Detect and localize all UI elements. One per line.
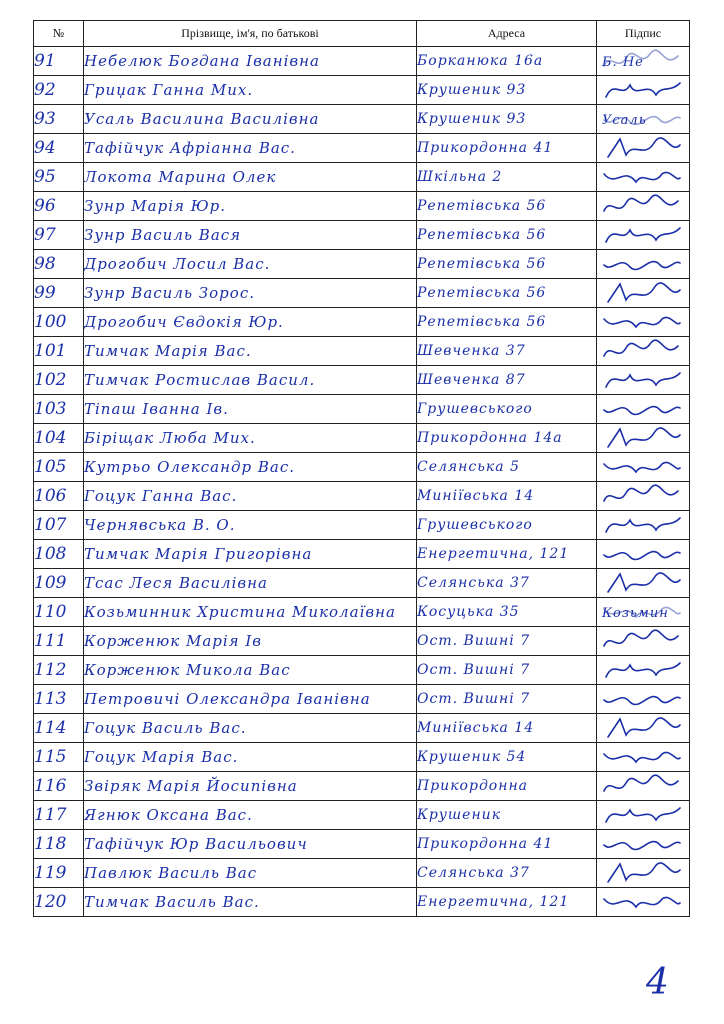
row-name: Зунр Марія Юр. xyxy=(84,192,417,221)
row-number: 102 xyxy=(34,366,84,395)
table-row xyxy=(34,772,690,801)
table-body xyxy=(34,47,690,917)
row-address: Енергетична, 121 xyxy=(417,540,597,569)
row-number: 91 xyxy=(34,47,84,76)
table-row xyxy=(34,105,690,134)
signature-scribble xyxy=(600,367,684,393)
row-address: Шевченка 37 xyxy=(417,337,597,366)
row-signature xyxy=(597,743,690,772)
row-number: 120 xyxy=(34,888,84,917)
table-row xyxy=(34,163,690,192)
row-name: Павлюк Василь Вас xyxy=(84,859,417,888)
signature-scribble xyxy=(600,454,684,480)
row-name: Корженюк Марія Ів xyxy=(84,627,417,656)
row-name: Звіряк Марія Йосипівна xyxy=(84,772,417,801)
signature-table xyxy=(33,20,690,917)
row-signature xyxy=(597,801,690,830)
signature-scribble xyxy=(600,512,684,538)
row-number: 95 xyxy=(34,163,84,192)
row-number: 103 xyxy=(34,395,84,424)
row-name: Тсас Леся Василівна xyxy=(84,569,417,598)
signature-scribble xyxy=(600,48,684,74)
header-address: Адреса xyxy=(417,21,597,47)
signature-scribble xyxy=(600,483,684,509)
table-row xyxy=(34,714,690,743)
signature-scribble xyxy=(600,135,684,161)
table-row xyxy=(34,685,690,714)
row-name: Небелюк Богдана Іванівна xyxy=(84,47,417,76)
row-signature xyxy=(597,163,690,192)
signature-scribble xyxy=(600,802,684,828)
row-number: 107 xyxy=(34,511,84,540)
table-row xyxy=(34,859,690,888)
row-name: Петровичі Олександра Іванівна xyxy=(84,685,417,714)
table-row xyxy=(34,888,690,917)
row-name: Тимчак Василь Вас. xyxy=(84,888,417,917)
row-address: Грушевського xyxy=(417,511,597,540)
table-row xyxy=(34,76,690,105)
row-address: Шкільна 2 xyxy=(417,163,597,192)
row-name: Тафійчук Юр Васильович xyxy=(84,830,417,859)
row-number: 101 xyxy=(34,337,84,366)
row-address: Прикордонна 41 xyxy=(417,134,597,163)
row-name: Гоцук Ганна Вас. xyxy=(84,482,417,511)
row-number: 118 xyxy=(34,830,84,859)
row-number: 111 xyxy=(34,627,84,656)
row-address: Репетівська 56 xyxy=(417,221,597,250)
row-signature xyxy=(597,192,690,221)
signature-scribble xyxy=(600,396,684,422)
row-signature xyxy=(597,888,690,917)
row-signature xyxy=(597,511,690,540)
signature-scribble xyxy=(600,715,684,741)
row-number: 114 xyxy=(34,714,84,743)
row-signature xyxy=(597,250,690,279)
signature-scribble xyxy=(600,686,684,712)
row-signature xyxy=(597,714,690,743)
signature-scribble xyxy=(600,425,684,451)
row-address: Прикордонна 41 xyxy=(417,830,597,859)
header-name: Прізвище, ім'я, по батькові xyxy=(84,21,417,47)
row-address: Репетівська 56 xyxy=(417,250,597,279)
row-address: Крушеник 93 xyxy=(417,105,597,134)
row-signature xyxy=(597,337,690,366)
row-address: Крушеник xyxy=(417,801,597,830)
signature-scribble xyxy=(600,628,684,654)
table-row xyxy=(34,540,690,569)
row-name: Тимчак Марія Григорівна xyxy=(84,540,417,569)
row-name: Тафійчук Афріанна Вас. xyxy=(84,134,417,163)
row-number: 108 xyxy=(34,540,84,569)
row-signature xyxy=(597,569,690,598)
row-signature xyxy=(597,598,690,627)
table-row xyxy=(34,395,690,424)
row-name: Біріщак Люба Мих. xyxy=(84,424,417,453)
row-signature xyxy=(597,627,690,656)
row-number: 99 xyxy=(34,279,84,308)
row-signature xyxy=(597,830,690,859)
row-signature xyxy=(597,105,690,134)
row-signature xyxy=(597,424,690,453)
row-signature xyxy=(597,482,690,511)
header-number: № xyxy=(34,21,84,47)
signature-scribble xyxy=(600,889,684,915)
row-signature xyxy=(597,47,690,76)
row-signature xyxy=(597,134,690,163)
row-signature xyxy=(597,685,690,714)
table-row xyxy=(34,569,690,598)
row-address: Репетівська 56 xyxy=(417,308,597,337)
row-signature xyxy=(597,859,690,888)
table-row xyxy=(34,598,690,627)
row-signature xyxy=(597,308,690,337)
signature-text: Козьмин xyxy=(602,606,669,621)
table-row xyxy=(34,47,690,76)
signature-scribble xyxy=(600,280,684,306)
row-name: Чернявська В. О. xyxy=(84,511,417,540)
signature-scribble xyxy=(600,657,684,683)
row-number: 96 xyxy=(34,192,84,221)
table-row xyxy=(34,453,690,482)
table-header-row xyxy=(34,21,690,47)
table-row xyxy=(34,424,690,453)
row-name: Тимчак Марія Вас. xyxy=(84,337,417,366)
row-signature xyxy=(597,279,690,308)
row-address: Ост. Вишні 7 xyxy=(417,656,597,685)
table-row xyxy=(34,250,690,279)
table-row xyxy=(34,308,690,337)
signature-scribble xyxy=(600,309,684,335)
page-number: 4 xyxy=(646,962,669,1003)
signature-scribble xyxy=(600,193,684,219)
row-signature xyxy=(597,453,690,482)
row-address: Миніївська 14 xyxy=(417,482,597,511)
row-number: 92 xyxy=(34,76,84,105)
row-name: Зунр Василь Зорос. xyxy=(84,279,417,308)
row-address: Миніївська 14 xyxy=(417,714,597,743)
signature-scribble xyxy=(600,860,684,886)
row-number: 100 xyxy=(34,308,84,337)
row-name: Козьминник Христина Миколаївна xyxy=(84,598,417,627)
row-address: Косуцька 35 xyxy=(417,598,597,627)
row-name: Ягнюк Оксана Вас. xyxy=(84,801,417,830)
row-address: Репетівська 56 xyxy=(417,279,597,308)
row-name: Тимчак Ростислав Васил. xyxy=(84,366,417,395)
row-number: 113 xyxy=(34,685,84,714)
row-address: Селянська 37 xyxy=(417,859,597,888)
row-address: Прикордонна 14а xyxy=(417,424,597,453)
row-address: Селянська 5 xyxy=(417,453,597,482)
row-number: 112 xyxy=(34,656,84,685)
table-row xyxy=(34,134,690,163)
signature-text: Б. Не xyxy=(602,55,644,70)
table-row xyxy=(34,192,690,221)
row-name: Тіпаш Іванна Ів. xyxy=(84,395,417,424)
row-signature xyxy=(597,395,690,424)
row-name: Кутрьо Олександр Вас. xyxy=(84,453,417,482)
row-name: Корженюк Микола Вас xyxy=(84,656,417,685)
signature-scribble xyxy=(600,164,684,190)
row-number: 109 xyxy=(34,569,84,598)
row-number: 110 xyxy=(34,598,84,627)
signature-text: Усаль xyxy=(602,113,647,128)
row-address: Крушеник 54 xyxy=(417,743,597,772)
signature-scribble xyxy=(600,222,684,248)
row-address: Селянська 37 xyxy=(417,569,597,598)
row-number: 93 xyxy=(34,105,84,134)
row-name: Дрогобич Євдокія Юр. xyxy=(84,308,417,337)
signature-scribble xyxy=(600,570,684,596)
row-address: Енергетична, 121 xyxy=(417,888,597,917)
row-address: Прикордонна xyxy=(417,772,597,801)
row-number: 115 xyxy=(34,743,84,772)
table-row xyxy=(34,482,690,511)
table-row xyxy=(34,279,690,308)
row-name: Локота Марина Олек xyxy=(84,163,417,192)
row-number: 97 xyxy=(34,221,84,250)
signature-scribble xyxy=(600,106,684,132)
signature-scribble xyxy=(600,831,684,857)
signature-scribble xyxy=(600,773,684,799)
table-row xyxy=(34,366,690,395)
table-row xyxy=(34,337,690,366)
table-row xyxy=(34,743,690,772)
row-number: 106 xyxy=(34,482,84,511)
table-row xyxy=(34,221,690,250)
row-address: Ост. Вишні 7 xyxy=(417,685,597,714)
header-signature: Підпис xyxy=(597,21,690,47)
table-row xyxy=(34,627,690,656)
row-name: Зунр Василь Вася xyxy=(84,221,417,250)
row-name: Гоцук Марія Вас. xyxy=(84,743,417,772)
row-signature xyxy=(597,221,690,250)
row-name: Гриџак Ганна Мих. xyxy=(84,76,417,105)
table-row xyxy=(34,511,690,540)
row-signature xyxy=(597,76,690,105)
row-name: Дрогобич Лосил Вас. xyxy=(84,250,417,279)
signature-scribble xyxy=(600,251,684,277)
signature-scribble xyxy=(600,338,684,364)
row-address: Крушеник 93 xyxy=(417,76,597,105)
table-row xyxy=(34,801,690,830)
row-address: Грушевського xyxy=(417,395,597,424)
signature-scribble xyxy=(600,541,684,567)
row-address: Репетівська 56 xyxy=(417,192,597,221)
row-signature xyxy=(597,656,690,685)
row-signature xyxy=(597,540,690,569)
row-name: Гоцук Василь Вас. xyxy=(84,714,417,743)
row-number: 119 xyxy=(34,859,84,888)
row-address: Шевченка 87 xyxy=(417,366,597,395)
row-name: Усаль Василина Василівна xyxy=(84,105,417,134)
table-row xyxy=(34,656,690,685)
row-number: 104 xyxy=(34,424,84,453)
row-address: Ост. Вишні 7 xyxy=(417,627,597,656)
row-number: 117 xyxy=(34,801,84,830)
row-address: Борканюка 16а xyxy=(417,47,597,76)
row-signature xyxy=(597,772,690,801)
row-number: 116 xyxy=(34,772,84,801)
row-signature xyxy=(597,366,690,395)
table-row xyxy=(34,830,690,859)
row-number: 105 xyxy=(34,453,84,482)
signature-scribble xyxy=(600,744,684,770)
row-number: 94 xyxy=(34,134,84,163)
signature-scribble xyxy=(600,77,684,103)
signature-scribble xyxy=(600,599,684,625)
row-number: 98 xyxy=(34,250,84,279)
